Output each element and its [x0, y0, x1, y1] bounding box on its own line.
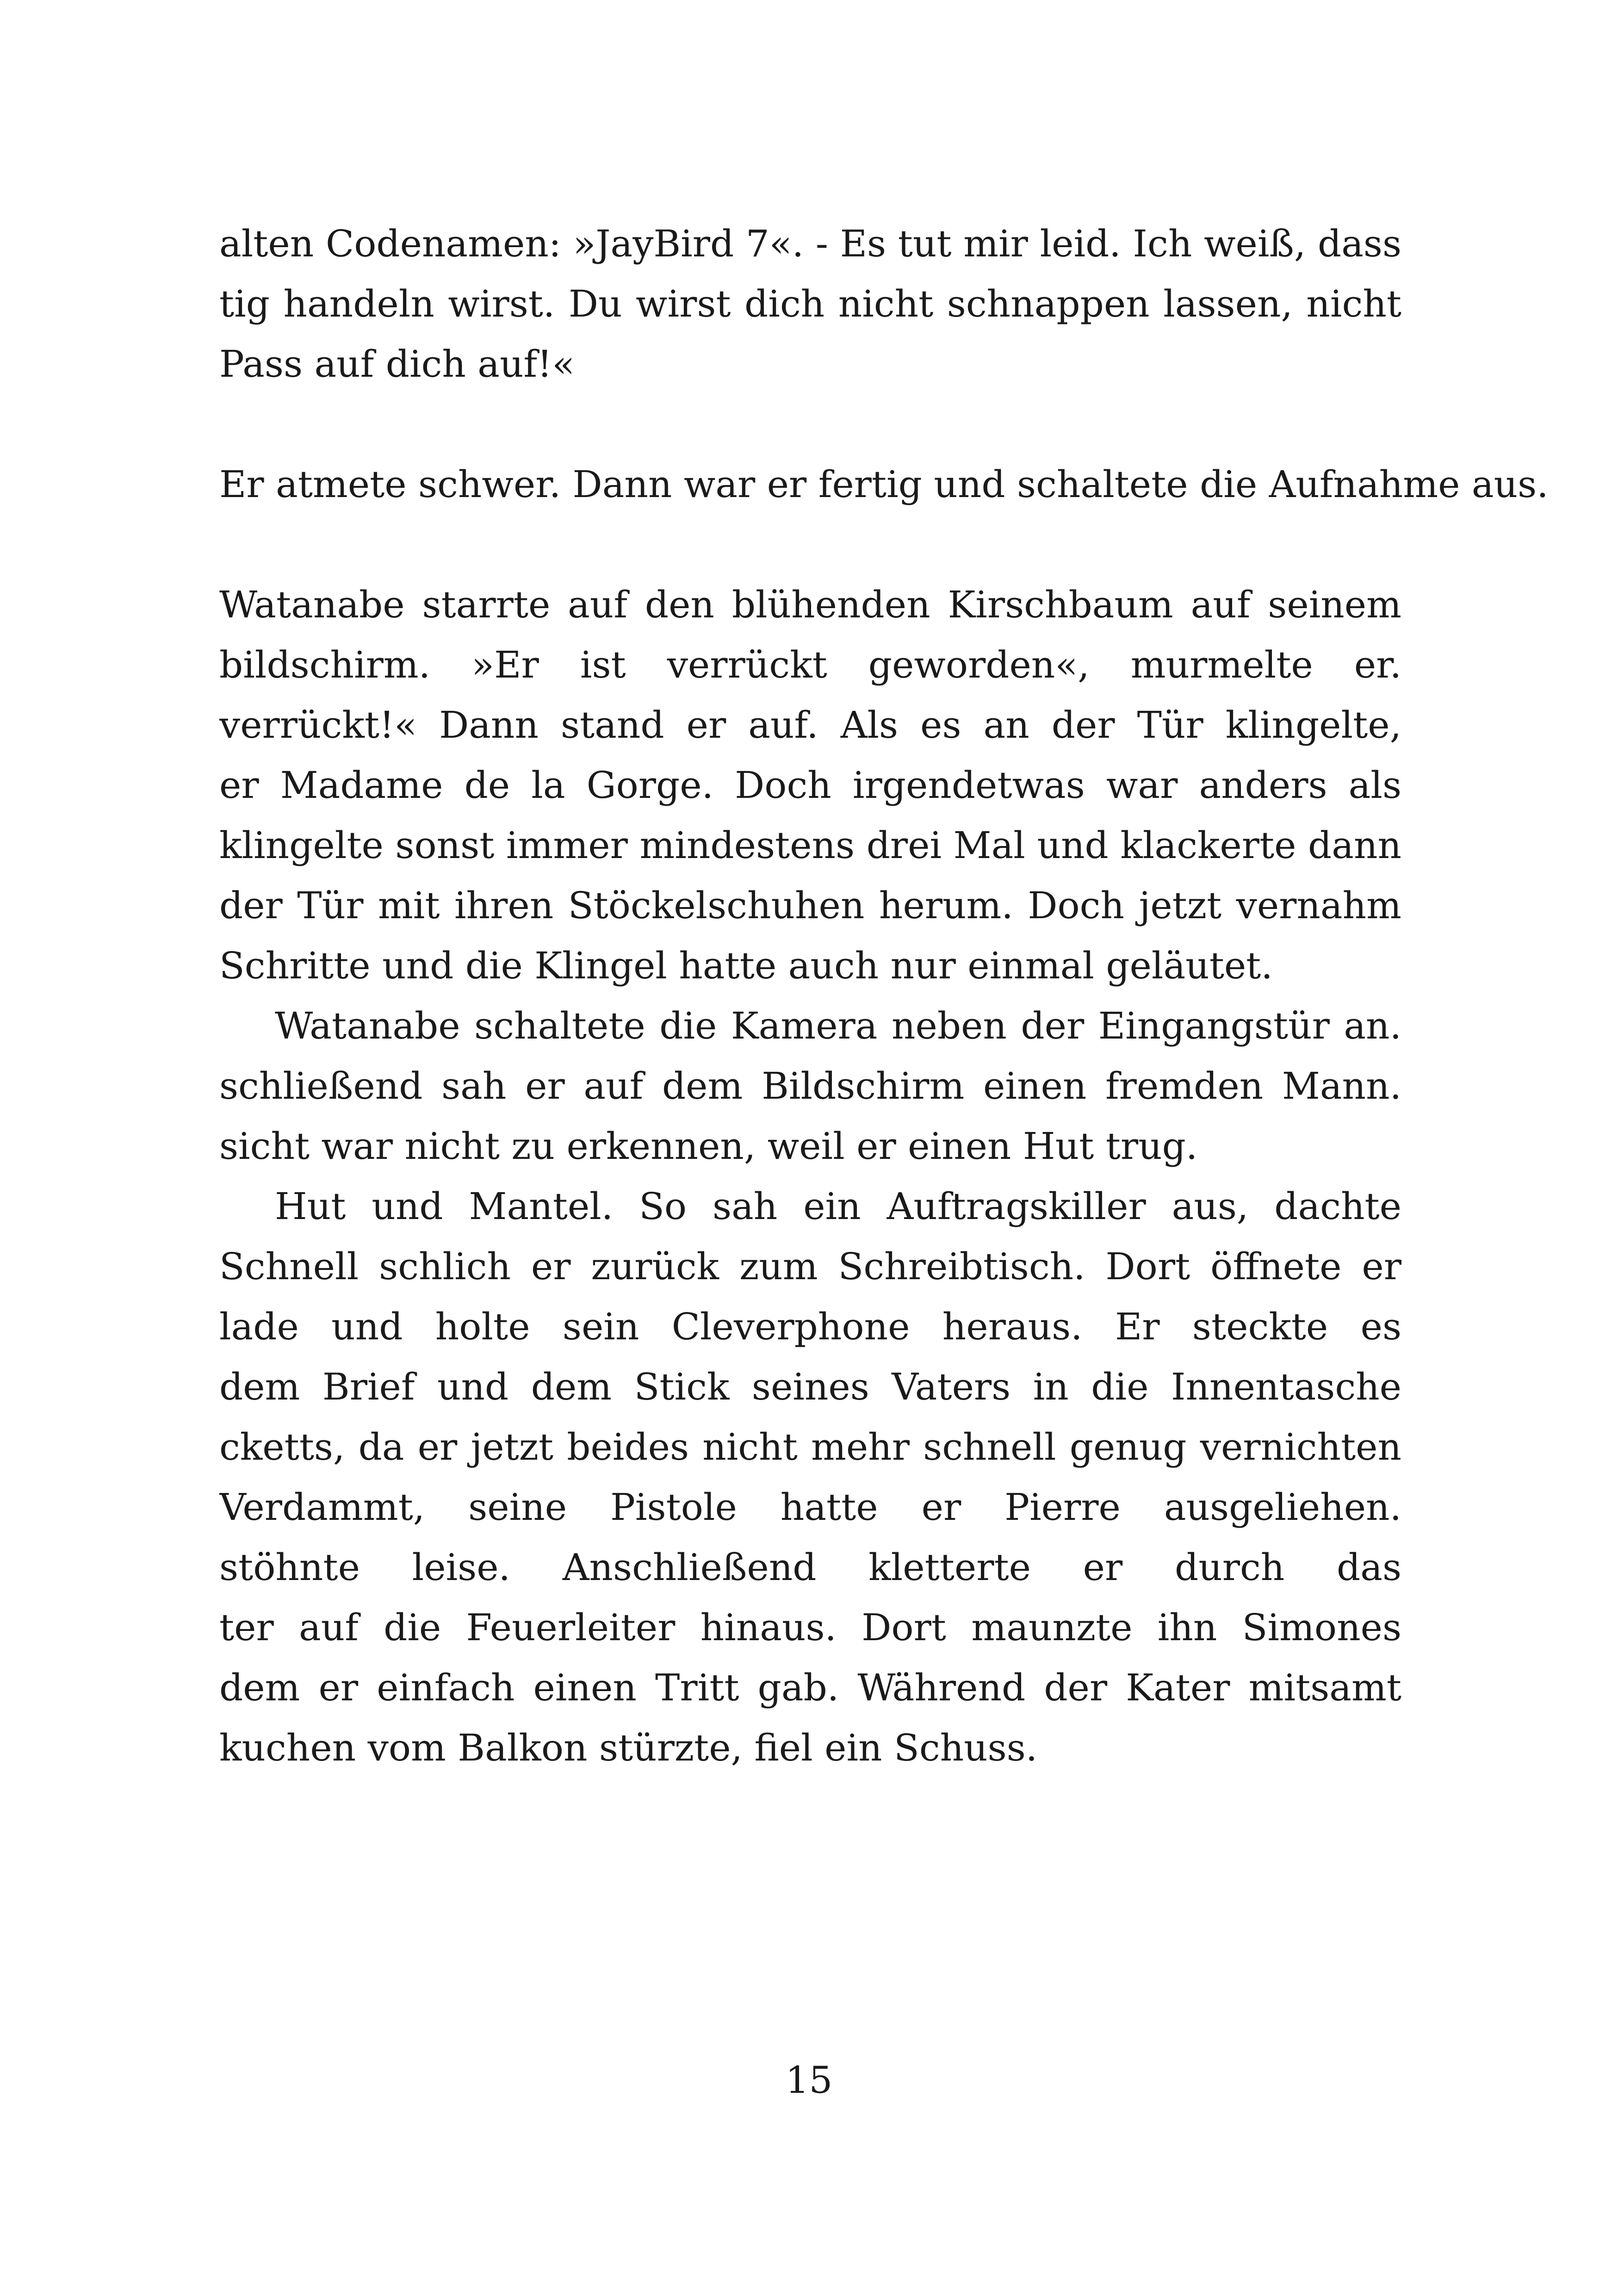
text-line: dem er einfach einen Tritt gab. Während der Kater mitsamt	[219, 1666, 1401, 1709]
text-line: Hut und Mantel. So sah ein Auftragskiller aus, dachte	[275, 1185, 1401, 1228]
text-line: schließend sah er auf dem Bildschirm einen fremden Mann.	[219, 1064, 1401, 1108]
body-text	[219, 214, 1549, 1778]
text-line: Er atmete schwer. Dann war er fertig und schaltete die Aufnahme aus.	[219, 463, 1549, 506]
text-line: sicht war nicht zu erkennen, weil er einen Hut trug.	[219, 1125, 1198, 1168]
text-line: stöhnte leise. Anschließend kletterte er durch das	[219, 1546, 1401, 1589]
text-line: Watanabe schaltete die Kamera neben der Eingangstür an.	[275, 1004, 1401, 1047]
text-line: klingelte sonst immer mindestens drei Mal und klackerte dann	[219, 824, 1401, 867]
paragraph	[219, 454, 1549, 515]
paragraph	[219, 1176, 1401, 1778]
paragraph	[219, 575, 1401, 996]
text-line: Schnell schlich er zurück zum Schreibtisch. Dort öffnete er	[219, 1245, 1401, 1288]
text-line: Schritte und die Klingel hatte auch nur einmal geläutet.	[219, 944, 1273, 987]
text-line: lade und holte sein Cleverphone heraus. Er steckte es	[219, 1305, 1401, 1348]
paragraph	[219, 214, 1401, 394]
text-line: kuchen vom Balkon stürzte, fiel ein Schuss.	[219, 1726, 1038, 1769]
text-line: Watanabe starrte auf den blühenden Kirschbaum auf seinem	[219, 583, 1401, 626]
text-line: cketts, da er jetzt beides nicht mehr schnell genug vernichten	[219, 1425, 1401, 1468]
text-line: Pass auf dich auf!«	[219, 342, 575, 386]
text-line: Verdammt, seine Pistole hatte er Pierre ausgeliehen.	[219, 1486, 1401, 1529]
text-line: alten Codenamen: »JayBird 7«. - Es tut mir leid. Ich weiß, dass	[219, 222, 1401, 265]
text-line: der Tür mit ihren Stöckelschuhen herum. Doch jetzt vernahm	[219, 884, 1401, 927]
text-line: ter auf die Feuerleiter hinaus. Dort maunzte ihn Simones	[219, 1606, 1401, 1649]
text-line: verrückt!« Dann stand er auf. Als es an der Tür klingelte,	[219, 703, 1401, 747]
paragraph	[219, 996, 1401, 1176]
text-line: tig handeln wirst. Du wirst dich nicht schnappen lassen, nicht	[219, 282, 1401, 325]
text-line: er Madame de la Gorge. Doch irgendetwas war anders als	[219, 764, 1401, 807]
paragraph-gap	[219, 515, 1401, 575]
paragraph-gap	[219, 394, 1401, 454]
page-number: 15	[785, 2059, 833, 2102]
text-line: bildschirm. »Er ist verrückt geworden«, murmelte er.	[219, 643, 1401, 686]
text-line: dem Brief und dem Stick seines Vaters in die Innentasche	[219, 1365, 1401, 1408]
